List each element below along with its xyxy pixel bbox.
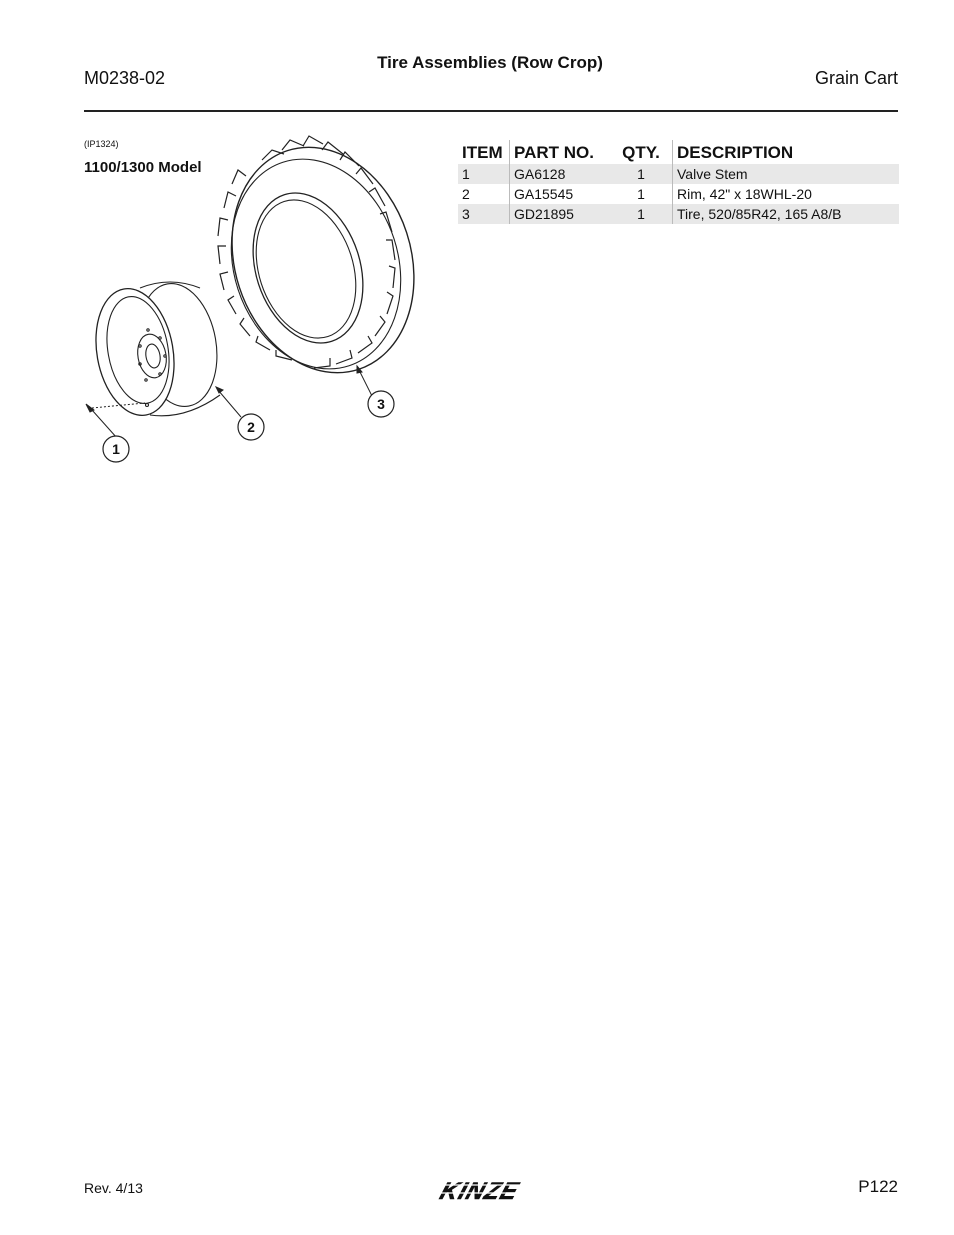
cell-qty: 1 [610,204,673,224]
header-description: DESCRIPTION [673,140,900,164]
callout-2 [238,414,264,440]
rim-drawing [86,277,226,421]
kinze-logo [432,1176,552,1206]
page-title: Tire Assemblies (Row Crop) [377,53,603,72]
tire-drawing [204,135,440,397]
callout-1 [103,436,129,462]
cell-qty: 1 [610,164,673,184]
section-name: Grain Cart [814,68,898,88]
table-header-row [458,140,899,164]
header-divider [84,110,898,112]
cell-description: Rim, 42" x 18WHL-20 [673,184,900,204]
cell-description: Tire, 520/85R42, 165 A8/B [673,204,900,224]
leader-line-1 [92,410,117,438]
cell-part-no: GA6128 [510,164,611,184]
parts-table [458,140,899,224]
callout-3-label: 3 [377,396,385,412]
header-item: ITEM [462,142,503,162]
figure-code: (IP1324) [84,139,119,149]
header-part-no: PART NO. [510,140,611,164]
tire-assembly-illustration [60,135,440,480]
table-row [458,184,899,204]
revision-label: Rev. 4/13 [84,1180,143,1196]
page-number: P122 [858,1177,898,1196]
table-row [458,204,899,224]
leader-arrow-2 [216,387,223,393]
leader-line-2 [218,390,241,417]
table-row [458,164,899,184]
cell-description: Valve Stem [673,164,900,184]
cell-item: 1 [458,164,510,184]
cell-part-no: GA15545 [510,184,611,204]
callout-3 [368,391,394,417]
document-number: M0238-02 [84,68,166,88]
header-qty: QTY. [622,142,660,162]
cell-part-no: GD21895 [510,204,611,224]
callout-2-label: 2 [247,419,255,435]
kinze-logo-text: KINZE [436,1178,523,1205]
cell-item: 2 [462,186,470,202]
leader-line-3 [359,370,372,396]
cell-qty: 1 [637,186,645,202]
model-label: 1100/1300 Model [84,159,202,176]
callout-1-label: 1 [112,441,120,457]
cell-item: 3 [458,204,510,224]
